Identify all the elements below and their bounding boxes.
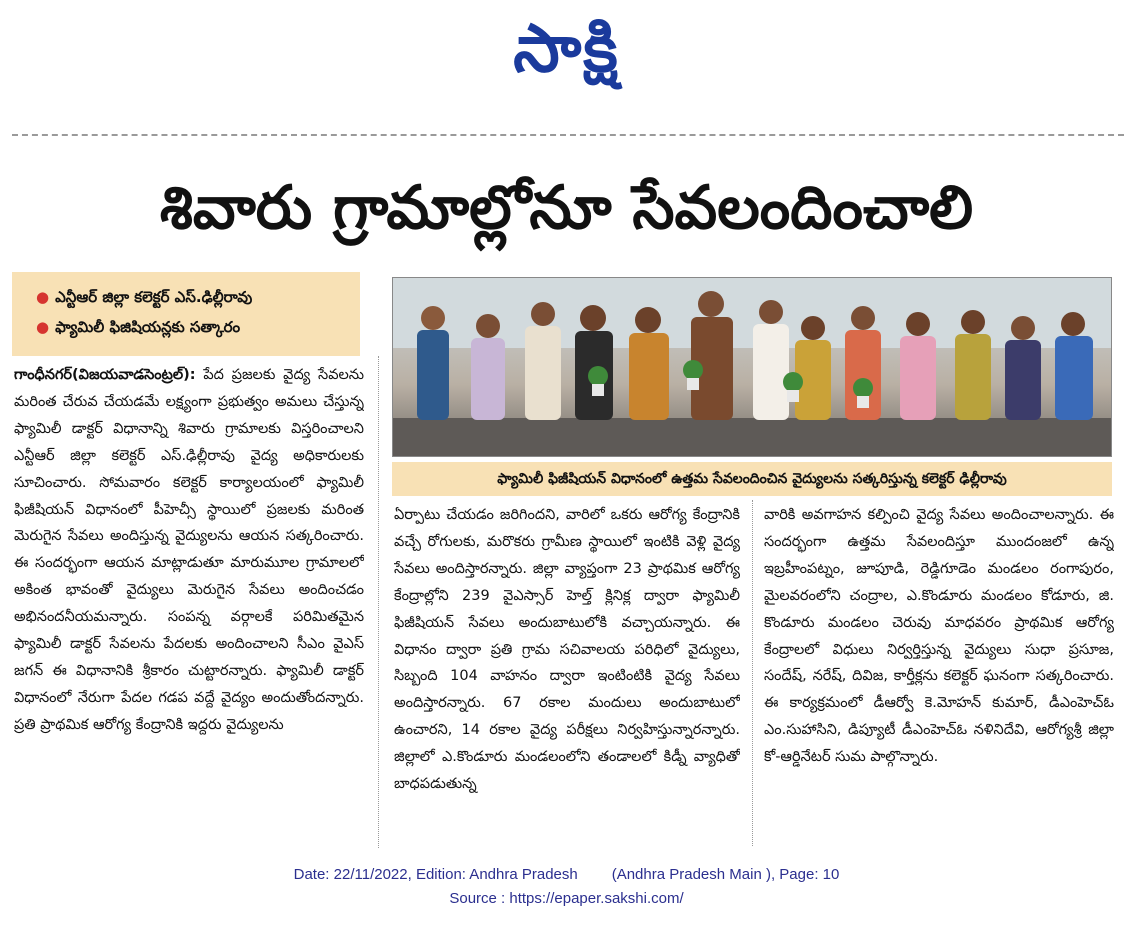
article-column-2 [394,502,740,846]
bullet-icon: ● [36,288,50,306]
photo-caption: ఫ్యామిలీ ఫిజీషియన్ విధానంలో ఉత్తమ సేవలందించిన వైద్యులను సత్కరిస్తున్న కలెక్టర్ ఢిల్లీరావు [392,462,1112,496]
footer-source: Source : https://epaper.sakshi.com/ [449,890,684,907]
footer-line-date [0,863,1133,887]
article-column-3 [764,502,1114,828]
article-text: వారికి అవగాహన కల్పించి వైద్య సేవలు అందించాలన్నారు. ఈ సందర్భంగా ఉత్తమ సేవలందిస్తూ ముందంజలో ఉన్న ఇబ్రహీంపట్నం, జూపూడి, రెడ్డిగూడెం మండలం రంగాపురం, మైలవరంలోని చంద్రాల, ఎ.కొండూరు మండలం కోడూరు, జి. కొండూరు మండలం చెరువు మాధవరం ప్రాథమిక ఆరోగ్య కేంద్రాలలో విధులు నిర్వర్తిస్తున్న వైద్యులు సుధా ప్రసూజ, సందేష్, నరేష్, దివిజ, కార్తీక్లను కలెక్టర్ ఘనంగా సత్కరించారు. ఈ కార్యక్రమంలో డీఆర్వో కె.మోహన్ కుమార్, డీఎంహెచ్ఓ ఎం.సుహాసిని, డిప్యూటీ డీఎంహెచ్ఓ నళినిదేవి, ఆరోగ్యశ్రీ జిల్లా కో-ఆర్డినేటర్ సుమ పాల్గొన్నారు. [764,507,1114,766]
article-column-1 [14,362,364,846]
article-text: పేద ప్రజలకు వైద్య సేవలను మరింత చేరువ చేయడమే లక్ష్యంగా ప్రభుత్వం అమలు చేస్తున్న ఫ్యామిలీ డాక్టర్ విధానాన్ని శివారు గ్రామాలకు విస్తరించాలని ఎన్టీఆర్ జిల్లా కలెక్టర్ ఎస్.ఢిల్లీరావు వైద్య అధికారులకు సూచించారు. సోమవారం కలెక్టర్ కార్యాలయంలో ఫ్యామిలీ ఫిజీషియన్ విధానంలో పీహెచ్సీ స్థాయిలో ప్రజలకు మరింత మెరుగైన సేవలు అందిస్తున్న వైద్యులను ఆయన సత్కరించారు. ఈ సందర్భంగా ఆయన మాట్లాడుతూ మారుమూల గ్రామాలలో అకింత భావంతో వైద్యులు మెరుగైన సేవలు అందించడం అభినందనీయమన్నారు. సంపన్న వర్గాలకే పరిమితమైన ఫ్యామిలీ డాక్టర్ సేవలను పేదలకు అందించాలని సీఎం వైఎస్ జగన్ ఈ విధానానికి శ్రీకారం చుట్టారన్నారు. ఫ్యామిలీ డాక్టర్ విధానంలో నేరుగా పేదల గడప వద్దే వైద్యం అందుతోందన్నారు. ప్రతి ప్రాథమిక ఆరోగ్య కేంద్రానికి ఇద్దరు వైద్యులను [14,367,364,733]
bullet-icon: ● [36,318,50,336]
highlight-text: ఎన్టీఆర్ జిల్లా కలెక్టర్ ఎస్.ఢిల్లీరావు [55,288,253,306]
article-text: ఏర్పాటు చేయడం జరిగిందని, వారిలో ఒకరు ఆరోగ్య కేంద్రానికి వచ్చే రోగులకు, మరొకరు గ్రామీణ స్థాయిలో ఇంటికి వెళ్లి వైద్య సేవలు అందిస్తారన్నారు. జిల్లా వ్యాప్తంగా 23 ప్రాథమిక ఆరోగ్య కేంద్రాల్లోని 239 వైఎస్సార్ హెల్త్ క్లినిక్ల ద్వారా ఫ్యామిలీ ఫిజీషియన్ సేవలు అందుబాటులోకి వచ్చాయన్నారు. ఈ విధానం ద్వారా ప్రతి గ్రామ సచివాలయ పరిధిలో వైద్యులు, సిబ్బంది 104 వాహనం ద్వారా ఇంటింటికి వైద్య సేవలు అందిస్తారన్నారు. 67 రకాల మందులు అందుబాటులో ఉంచారని, 14 రకాల వైద్య పరీక్షలు నిర్వహిస్తున్నారన్నారు. జిల్లాలో ఎ.కొండూరు మండలంలోని తండాలలో కిడ్నీ వ్యాధితో బాధపడుతున్న [394,507,740,793]
footer-page: (Andhra Pradesh Main ), Page: 10 [611,866,840,883]
dateline: గాంధీనగర్(విజయవాడసెంట్రల్): [14,367,196,383]
masthead-divider [12,134,1124,136]
masthead [0,8,1133,90]
clipping-footer [0,863,1133,911]
highlight-item [36,282,350,312]
footer-date-edition: Date: 22/11/2022, Edition: Andhra Pradesh [293,866,578,883]
column-divider [378,356,379,848]
highlights-box [12,272,360,356]
highlight-item [36,312,350,342]
highlight-text: ఫ్యామిలీ ఫిజిషియన్లకు సత్కారం [55,318,241,336]
newspaper-logo: సాక్షి [513,10,620,87]
column-divider [752,500,753,846]
article-photo [392,277,1112,457]
article-headline: శివారు గ్రామాల్లోనూ సేవలందించాలి [159,173,974,243]
